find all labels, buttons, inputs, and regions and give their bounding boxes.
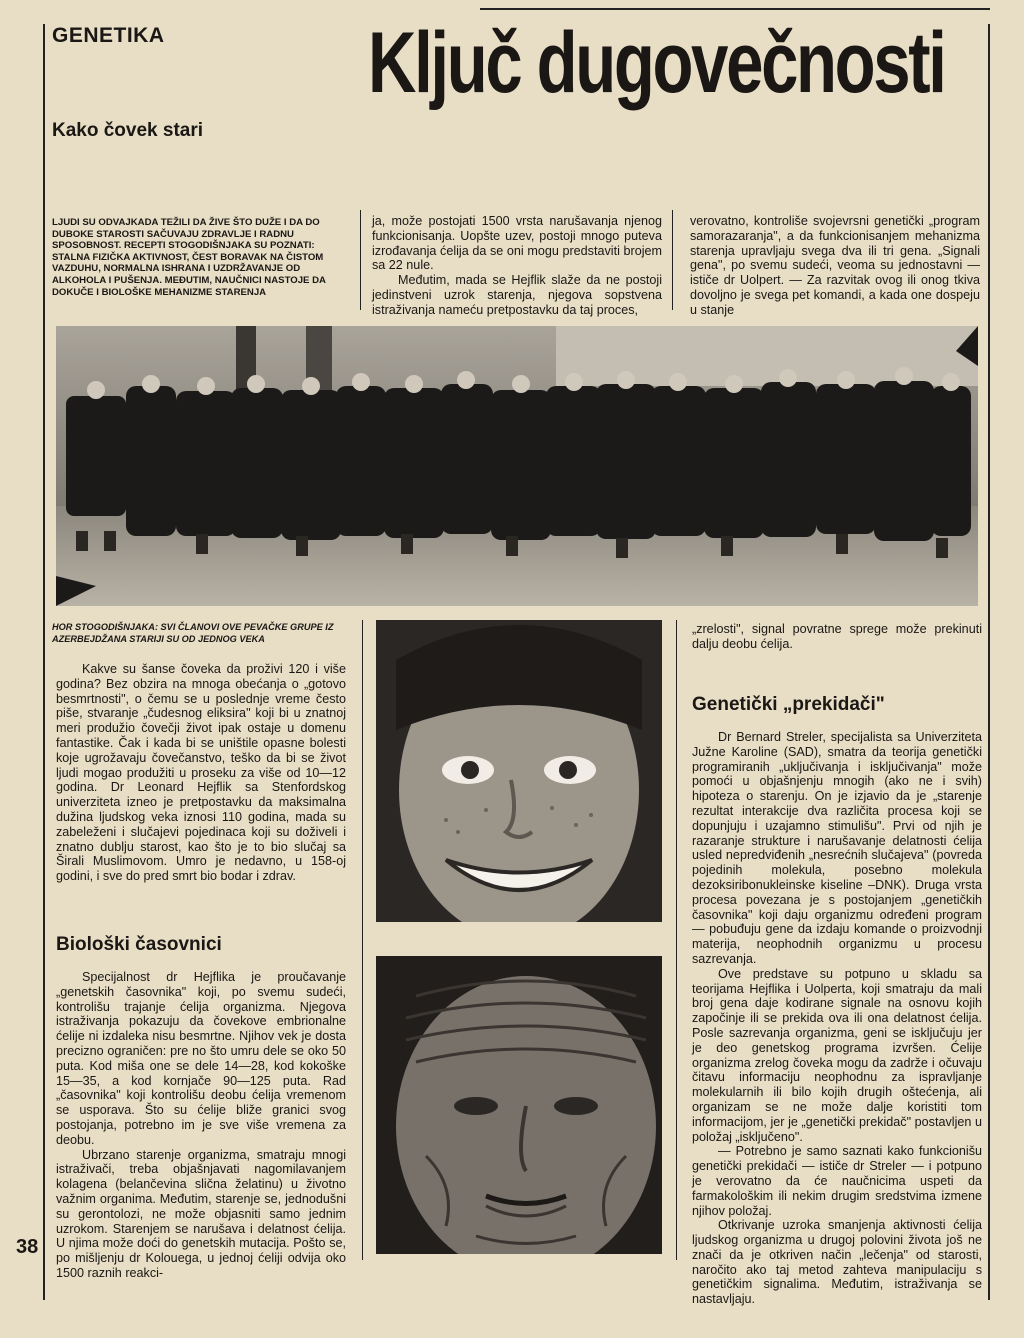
paragraph: Ubrzano starenje organizma, smatraju mnogi istraživači, treba objašnjavati nagomilavanjem kolagena (belančevina slična želatinu) u životno važnim organima. Međutim, starenje se, jednodušni su gerontolozi, ne može objasniti samo jednim uzrokom. Starenjem se narušava i delatnost ćelija. U njima može doći do genetskih mutacija. Pošto se, po mišljenju dr Kolouega, u jednoj ćeliji odvija oko 1500 raznih reakci- xyxy=(56,1147,346,1280)
paragraph: Međutim, mada se Hejflik slaže da ne postoji jedinstveni uzrok starenja, njegova sopstvena istraživanja nameću pretpostavku da taj proces, xyxy=(372,273,662,317)
paragraph: Otkrivanje uzroka smanjenja aktivnosti ćelija ljudskog organizma u drugoj polovini života još ne znači da je otkriven način „lečenja" od starosti, naročito ako taj metod zahteva manipulaciju s genetičkim signalima. Međutim, istraživanja se nastavljaju. xyxy=(692,1218,982,1307)
paragraph: Kakve su šanse čoveka da proživi 120 i više godina? Bez obzira na mnoga obećanja o „gotovo besmrtnosti", o čemu se u poslednje vreme često piše, stvaranje „čudesnog eliksira" koji bi u znatnoj meri produžio čovečji život ipak ostaje u domenu fantastike. Čak i kada bi se uništile opasne bolesti koje ugrožavaju čovečanstvo, teško da bi se život ljudi mogao produžiti u proseku za više od 10—12 godina. Dr Leonard Hejflik sa Stenfordskog univerziteta izneo je pretpostavku da maksimalna dužina ljudskog veka iznosi 110 godina, mada su zabeleženi i slučajevi pojedinaca koji su doživeli i znatno dublju starost, kao što je to bio slučaj sa Širali Muslimovom. Umro je nedavno, u 158-oj godini, i sve do pred smrt bio bodar i zdrav. xyxy=(56,662,346,884)
paragraph: „zrelosti", signal povratne sprege može prekinuti dalju deobu ćelija. xyxy=(692,622,982,651)
paragraph: Specijalnost dr Hejflika je proučavanje „genetskih časovnika" koji, po svemu sudeći, kontrolišu trajanje ćelija organizma. Njegova istraživanja pokazuju da čovekove embrionalne ćelije ni izdaleka nisu besmrtne. Njihov vek je dosta precizno ograničen: pre no što umru dele se oko 50 puta. Kod miša one se dele 14—28, kod kokoške 15—35, a kod kornjače 90—125 puta. Rad „časovnika" koji kontrolišu deobu ćelija vremenom se usporava. Što su ćelije bliže granici svog postojanja, potrebno im je sve više vremena za deobu. xyxy=(56,970,346,1147)
left-margin-rule xyxy=(43,24,45,1300)
right-column-2 xyxy=(692,730,982,1307)
top-column-2 xyxy=(372,214,662,318)
column-divider-3 xyxy=(362,620,363,1260)
page-number: 38 xyxy=(16,1236,39,1258)
photo-caption: HOR STOGODIŠNJAKA: SVI ČLANOVI OVE PEVAČKE GRUPE IZ AZERBEJDŽANA STARIJI SU OD JEDNOG VEKA xyxy=(52,622,334,644)
paragraph: verovatno, kontroliše svojevrsni genetički „program samorazaranja", a da funkcionisanjem mehanizma starenja upravljaju svega dva ili tri gena. „Signali gena", po svemu sudeći, veoma su jednostavni — ističe dr Uolpert. — Za razvitak ovog ili onog tkiva dovoljno je svega pet komandi, a kada one dospeju u stanje xyxy=(690,214,980,317)
choir-photo-image xyxy=(56,326,978,606)
paragraph: — Potrebno je samo saznati kako funkcionišu genetički prekidači — ističe dr Streler — i potpuno je verovatno da će naučnicima uspeti da farmakološkim ili nekim drugim sredstvima izmene njihov položaj. xyxy=(692,1144,982,1218)
left-column xyxy=(56,662,346,884)
top-column-3 xyxy=(690,214,980,318)
article-subtitle: Kako čovek stari xyxy=(52,120,204,141)
child-face-photo xyxy=(376,620,662,922)
section-heading-switches: Genetički „prekidači" xyxy=(692,694,885,715)
right-margin-rule xyxy=(988,24,990,1300)
child-face-image xyxy=(376,620,662,922)
paragraph: Ove predstave su potpuno u skladu sa teorijama Hejflika i Uolperta, koji smatraju da mali broj gena daje kodirane signale na osnovu kojih započinje ili se prekida ova ili ona delatnost ćelija. Posle sazrevanja organizma, geni se isključuju jer je deo genetskog programa izvršen. Ćelije organizma zrelog čoveka mogu da zadrže i očuvaju čitavu informaciju neophodnu za ispravljanje molekularnih ili bilo kojih drugih oštećenja, ali organizam se ne može dalje koristiti tom informacijom, jer je „genetički prekidač" postavljen u položaj „isključeno". xyxy=(692,966,982,1144)
paragraph: Dr Bernard Streler, specijalista sa Univerziteta Južne Karoline (SAD), smatra da teorija genetički programiranih „uključivanja i isključivanja" može pomoći u objašnjenju mnogih (ako ne i svih) hipoteza o starenju. On je izjavio da je „starenje rezultat interakcije dva različita procesa koji se dopunjuju i uzajamno stimulišu". Prvi od njih je razaranje strukture i narušavanje delatnosti ćelija usled nepredviđenih „nesrećnih slučajeva" (povreda pojedinih molekula, posebno molekula dezoksiribonukleinske kiseline –DNK). Druga vrsta procesa povezana je s postojanjem „genetičkih časovnika" koji daju organizmu određeni program — pobuđuju gene da izdaju komande o proizvodnji materija, neophodnih organizmu u procesu sazrevanja. xyxy=(692,730,982,966)
lede-text: LJUDI SU ODVAJKADA TEŽILI DA ŽIVE ŠTO DUŽE I DA DO DUBOKE STAROSTI SAČUVAJU ZDRAVLJE I RADNU SPOSOBNOST. RECEPTI STOGODIŠNJAKA SU POZNATI: STALNA FIZIČKA AKTIVNOST, ČEST BORAVAK NA ČISTOM VAZDUHU, NORMALNA ISHRANA I UZDRŽAVANJE OD ALKOHOLA I PUŠENJA. MEĐUTIM, NAUČNICI NASTOJE DA DOKUČE I BIOLOŠKE MEHANIZME STARENJA xyxy=(52,217,326,298)
right-column xyxy=(692,622,982,652)
column-divider-4 xyxy=(676,620,677,1260)
top-rule xyxy=(480,8,990,10)
left-column-2 xyxy=(56,970,346,1281)
old-woman-photo xyxy=(376,956,662,1254)
article-title: Ključ dugovečnosti xyxy=(368,15,945,111)
column-divider-2 xyxy=(672,210,673,310)
old-woman-image xyxy=(376,956,662,1254)
section-label: GENETIKA xyxy=(52,24,165,47)
section-heading-clocks: Biološki časovnici xyxy=(56,934,222,955)
paragraph: ja, može postojati 1500 vrsta narušavanja njenog funkcionisanja. Uopšte uzev, postoji mnogo puteva izrođavanja ćelija da se oni mogu predstaviti brojem sa 22 nule. xyxy=(372,214,662,273)
column-divider-1 xyxy=(360,210,361,310)
choir-photo xyxy=(56,326,978,606)
